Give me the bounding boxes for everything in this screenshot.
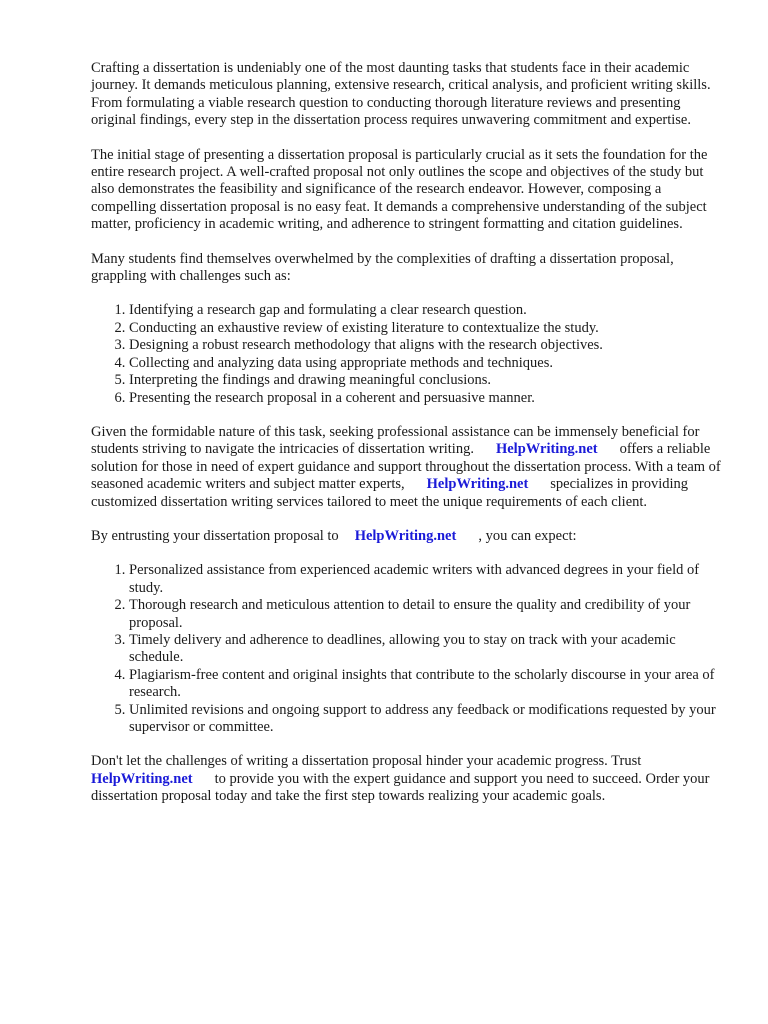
list-item: 5. Unlimited revisions and ongoing support to address any feedback or modifications requested by your supervisor or committee. — [129, 702, 721, 737]
helpwriting-link[interactable]: HelpWriting.net — [426, 476, 529, 493]
expectations-intro-paragraph — [91, 528, 721, 545]
assistance-text-a: Given the formidable nature of this task, seeking professional assistance can be immensely beneficial for students striving to navigate the intricacies of dissertation writing. — [91, 423, 700, 458]
assistance-text-c: specializes in providing customized dissertation writing services tailored to meet the unique requirements of each client. — [91, 476, 688, 510]
challenges-intro-paragraph: Many students find themselves overwhelmed by the complexities of drafting a dissertation proposal, grappling with challenges such as: — [91, 250, 674, 285]
expectations-text-b: , you can expect: — [478, 527, 577, 544]
list-item: 1. Identifying a research gap and formulating a clear research question. — [129, 302, 721, 319]
helpwriting-link[interactable]: HelpWriting.net — [495, 441, 598, 458]
challenges-list — [91, 302, 721, 406]
list-item: 4. Collecting and analyzing data using appropriate methods and techniques. — [129, 355, 721, 372]
list-item: 6. Presenting the research proposal in a coherent and persuasive manner. — [129, 390, 721, 407]
document-body — [91, 60, 721, 823]
proposal-paragraph: The initial stage of presenting a dissertation proposal is particularly crucial as it sets the foundation for the entire research project. A well-crafted proposal not only outlines the scope and objectives of the study but also demonstrates the feasibility and significance of the research endeavor. However, composing a compelling dissertation proposal is no easy feat. It demands a comprehensive understanding of the subject matter, proficiency in academic writing, and adherence to stringent formatting and citation guidelines. — [91, 146, 708, 233]
closing-paragraph — [91, 753, 721, 805]
list-item: 1. Personalized assistance from experienced academic writers with advanced degrees in your field of study. — [129, 562, 721, 597]
benefits-list — [91, 562, 721, 736]
assistance-paragraph — [91, 424, 721, 511]
helpwriting-link[interactable]: HelpWriting.net — [354, 527, 457, 544]
list-item: 2. Thorough research and meticulous attention to detail to ensure the quality and credibility of your proposal. — [129, 597, 721, 632]
list-item: 3. Timely delivery and adherence to deadlines, allowing you to stay on track with your academic schedule. — [129, 632, 721, 667]
list-item: 2. Conducting an exhaustive review of existing literature to contextualize the study. — [129, 320, 721, 337]
list-item: 4. Plagiarism-free content and original insights that contribute to the scholarly discourse in your area of research. — [129, 667, 721, 702]
helpwriting-link[interactable]: HelpWriting.net — [91, 770, 193, 787]
intro-paragraph: Crafting a dissertation is undeniably one of the most daunting tasks that students face in their academic journey. It demands meticulous planning, extensive research, critical analysis, and proficient writing skills. From formulating a viable research question to conducting thorough literature reviews and presenting original findings, every step in the dissertation process requires unwavering commitment and expertise. — [91, 60, 711, 129]
list-item: 5. Interpreting the findings and drawing meaningful conclusions. — [129, 372, 721, 389]
closing-text-b: to provide you with the expert guidance and support you need to succeed. Order your dissertation proposal today and take the first step towards realizing your academic goals. — [91, 770, 710, 805]
expectations-text-a: By entrusting your dissertation proposal to — [91, 527, 339, 544]
assistance-text-b: offers a reliable solution for those in need of expert guidance and support throughout the dissertation process. With a team of seasoned academic writers and subject matter experts, — [91, 441, 721, 493]
list-item: 3. Designing a robust research methodology that aligns with the research objectives. — [129, 337, 721, 354]
closing-text-a: Don't let the challenges of writing a dissertation proposal hinder your academic progress. Trust — [91, 753, 642, 770]
